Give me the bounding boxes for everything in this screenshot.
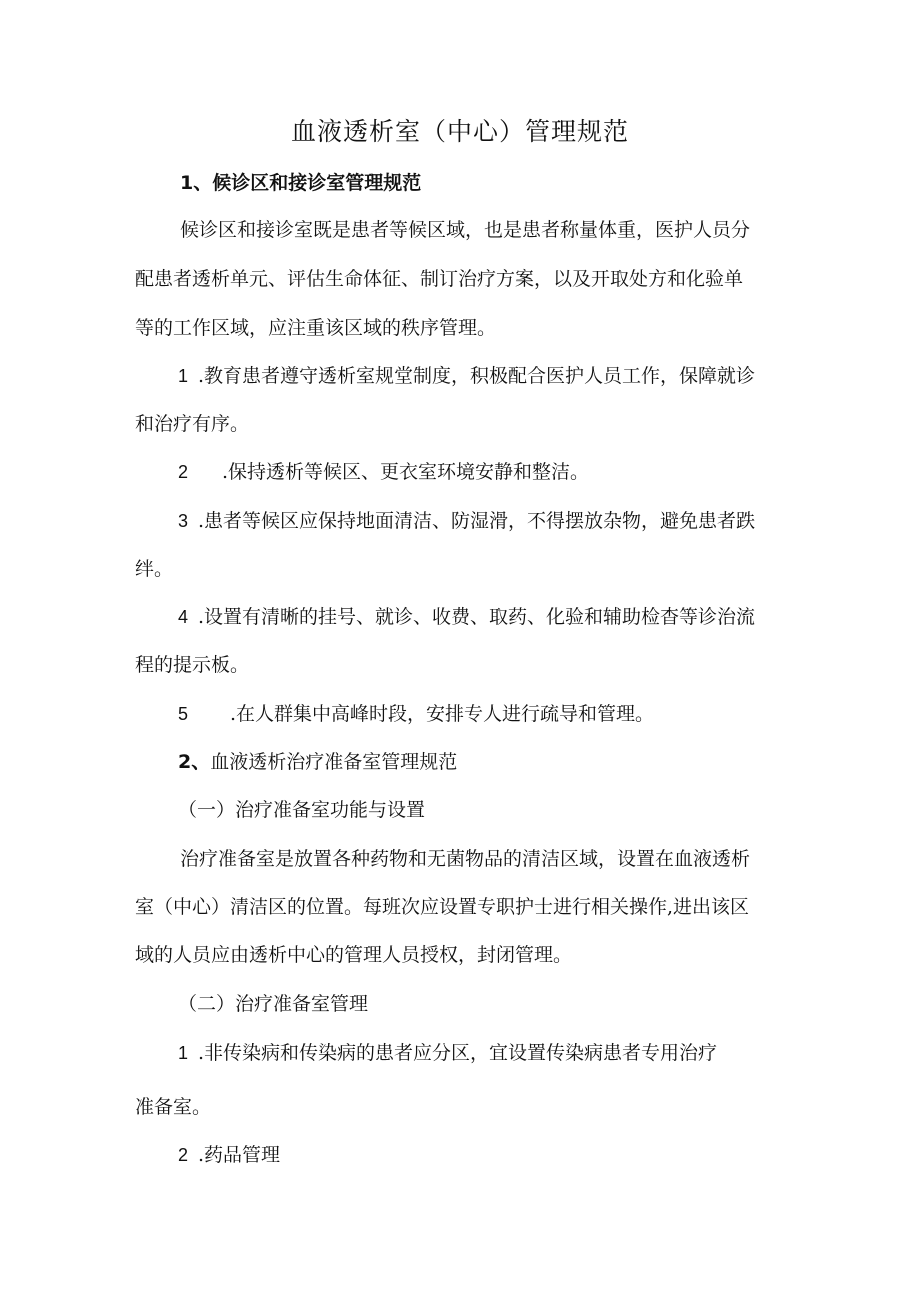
- section-1-title: 候诊区和接诊室管理规范: [212, 172, 422, 194]
- section-2-sub-1-heading: （一）治疗准备室功能与设置: [178, 799, 426, 821]
- section-1-intro-line-2: 配患者透析单元、评估生命体征、制订治疗方案，以及开取处方和化验单: [135, 268, 744, 290]
- section-2-sub-2-item-2: [178, 1142, 280, 1168]
- item-number: 1: [178, 366, 189, 386]
- section-1-intro-line-3: 等的工作区域，应注重该区域的秩序管理。: [135, 317, 497, 339]
- section-1-item-1-continuation: 和治疗有序。: [135, 413, 250, 435]
- section-2-sub-1-line-1: 治疗准备室是放置各种药物和无菌物品的清洁区域，设置在血液透析: [180, 848, 751, 870]
- item-number: 3: [178, 511, 189, 531]
- section-1-item-5: [178, 701, 654, 727]
- item-text: .在人群集中高峰时段，安排专人进行疏导和管理。: [230, 703, 655, 725]
- section-1-item-4: [178, 604, 755, 630]
- item-number: 1: [178, 1043, 189, 1063]
- section-2-number: 2、: [178, 751, 211, 773]
- document-title: 血液透析室（中心）管理规范: [290, 117, 629, 146]
- item-text: .教育患者遵守透析室规堂制度，积极配合医护人员工作，保障就诊: [198, 365, 756, 387]
- section-2-title: 血液透析治疗准备室管理规范: [210, 751, 458, 773]
- item-number: 5: [178, 704, 189, 724]
- section-1-item-3: [178, 508, 755, 534]
- section-1-intro-line-1: 候诊区和接诊室既是患者等候区域，也是患者称量体重，医护人员分: [180, 219, 751, 241]
- section-2-sub-2-item-1-continuation: 准备室。: [135, 1096, 212, 1118]
- item-number: 2: [178, 1145, 189, 1165]
- section-1-number: 1、: [180, 172, 213, 194]
- section-2-heading: [178, 749, 457, 775]
- section-1-item-2: [178, 459, 589, 485]
- item-text: .非传染病和传染病的患者应分区，宜设置传染病患者专用治疗: [198, 1042, 718, 1064]
- item-text: .设置有清晰的挂号、就诊、收费、取药、化验和辅助检杳等诊治流: [198, 606, 756, 628]
- section-1-item-3-continuation: 绊。: [135, 558, 174, 580]
- section-2-sub-1-line-2: 室（中心）清洁区的位置。每班次应设置专职护士进行相关操作,进出该区: [135, 896, 750, 918]
- item-text: .保持透析等候区、更衣室环境安静和整洁。: [222, 461, 590, 483]
- item-number: 2: [178, 462, 189, 482]
- section-1-heading: [180, 170, 421, 196]
- section-2-sub-2-heading: （二）治疗准备室管理: [178, 993, 369, 1015]
- section-1-item-1: [178, 363, 755, 389]
- section-2-sub-1-line-3: 域的人员应由透析中心的管理人员授权，封闭管理。: [135, 944, 573, 966]
- item-number: 4: [178, 607, 189, 627]
- section-2-sub-2-item-1: [178, 1040, 717, 1066]
- section-1-item-4-continuation: 程的提示板。: [135, 654, 250, 676]
- item-text: .患者等候区应保持地面清洁、防湿滑，不得摆放杂物，避免患者跌: [198, 510, 756, 532]
- item-text: .药品管理: [198, 1144, 281, 1166]
